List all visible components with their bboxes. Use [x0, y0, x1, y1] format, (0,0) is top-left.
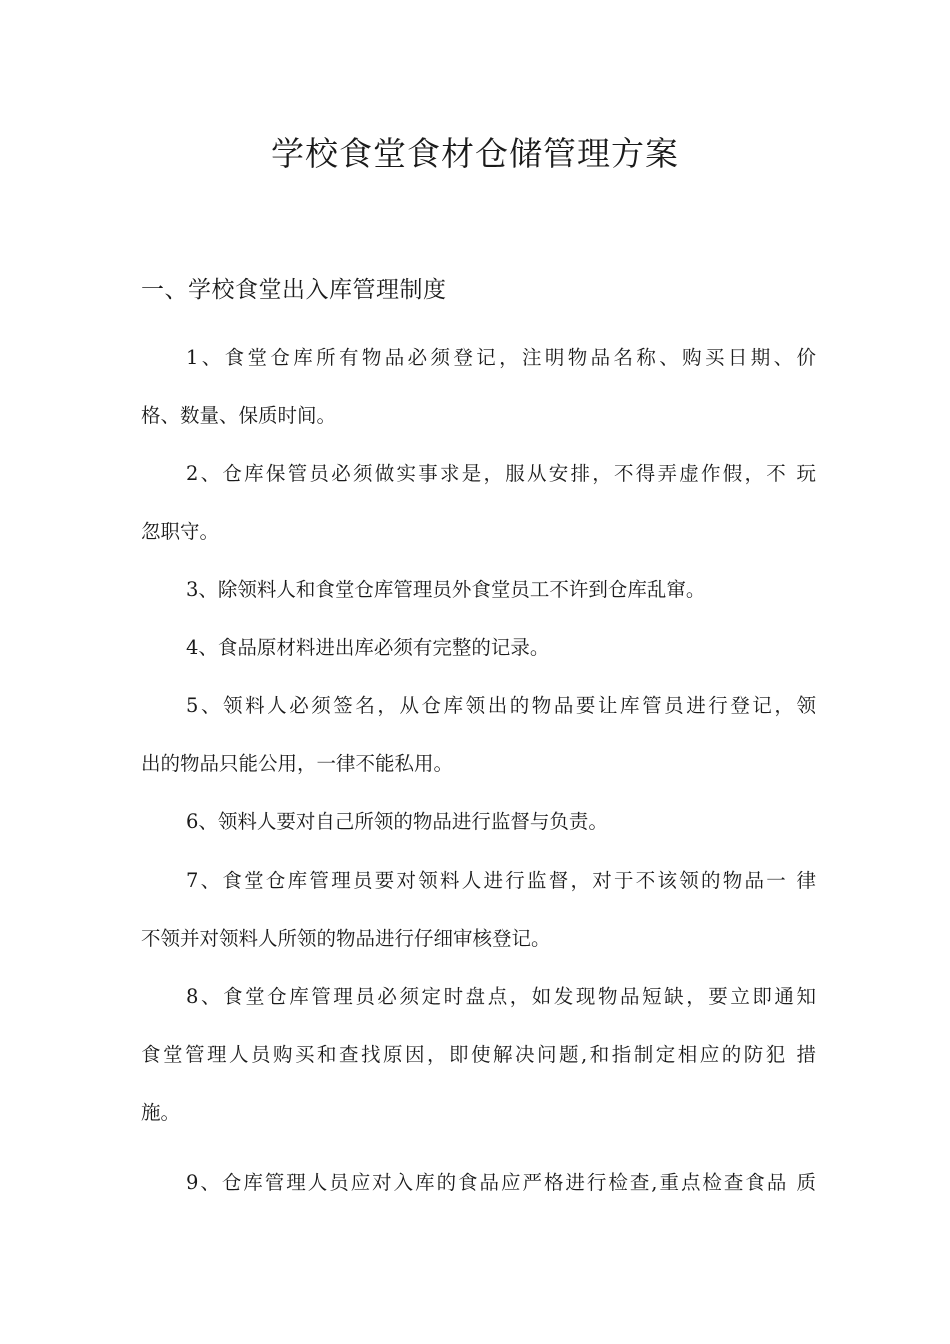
rule-3-line-1: 3、除领料人和食堂仓库管理员外食堂员工不许到仓库乱窜。 [186, 578, 706, 601]
rule-2-line-1: 2、仓库保管员必须做实事求是，服从安排，不得弄虚作假，不 玩 [186, 462, 816, 485]
rule-1-line-1: 1、食堂仓库所有物品必须登记，注明物品名称、购买日期、价 [186, 346, 816, 369]
rule-8-line-1: 8、食堂仓库管理员必须定时盘点，如发现物品短缺，要立即通知 [186, 985, 816, 1008]
rule-1-line-2: 格、数量、保质时间。 [141, 404, 337, 427]
rule-7-line-1: 7、食堂仓库管理员要对领料人进行监督，对于不该领的物品一 律 [186, 869, 816, 892]
section-heading: 一、学校食堂出入库管理制度 [141, 277, 447, 303]
rule-8-line-2: 食堂管理人员购买和查找原因，即使解决问题,和指制定相应的防犯 措 [141, 1043, 816, 1066]
rule-4-line-1: 4、食品原材料进出库必须有完整的记录。 [186, 636, 550, 659]
rule-5-line-2: 出的物品只能公用，一律不能私用。 [141, 752, 454, 775]
rule-5-line-1: 5、领料人必须签名，从仓库领出的物品要让库管员进行登记，领 [186, 694, 816, 717]
rule-7-line-2: 不领并对领料人所领的物品进行仔细审核登记。 [141, 927, 551, 950]
rule-2-line-2: 忽职守。 [141, 520, 220, 543]
rule-6-line-1: 6、领料人要对自己所领的物品进行监督与负责。 [186, 810, 608, 833]
rule-8-line-3: 施。 [141, 1101, 181, 1124]
rule-9-line-1: 9、仓库管理人员应对入库的食品应严格进行检查,重点检查食品 质 [186, 1171, 816, 1194]
document-title: 学校食堂食材仓储管理方案 [271, 134, 679, 173]
